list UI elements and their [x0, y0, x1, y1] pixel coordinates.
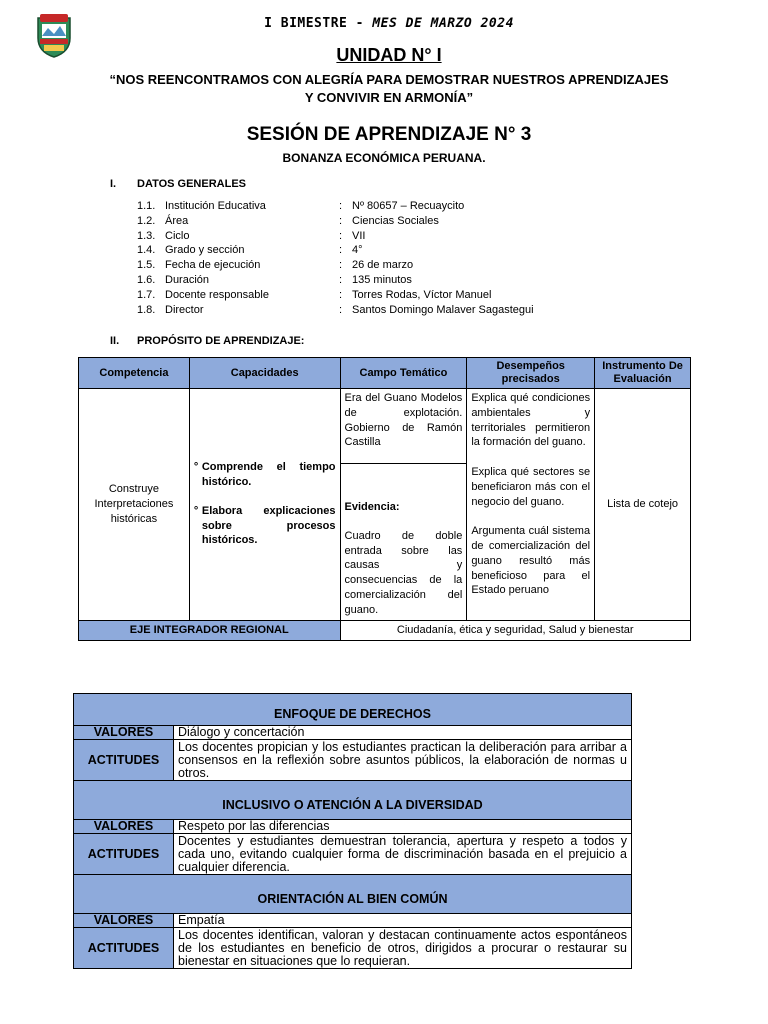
datos-row: 1.2. Área : Ciencias Sociales [137, 214, 439, 227]
valores-text: Diálogo y concertación [174, 726, 632, 740]
instrumento-cell: Lista de cotejo [595, 389, 691, 621]
actitudes-row [74, 928, 632, 969]
desempeno-item: Explica qué condiciones ambientales y territoriales permitieron la formación del guano. [471, 392, 591, 449]
enfoques-table [73, 693, 632, 969]
valores-text: Empatía [174, 914, 632, 928]
evidencia-cell [340, 464, 467, 621]
competencia-cell: Construye Interpretaciones históricas [79, 389, 190, 621]
campo-tematico-cell: Era del Guano Modelos de explotación. Gobierno de Ramón Castilla [340, 389, 467, 464]
valores-label: VALORES [74, 914, 174, 928]
datos-row: 1.6. Duración : 135 minutos [137, 273, 412, 286]
actitudes-label: ACTITUDES [74, 928, 174, 969]
evidencia-label: Evidencia: [344, 501, 400, 513]
header-desempenos: Desempeños precisados [467, 358, 595, 389]
sesion-title: SESIÓN DE APRENDIZAJE N° 3 [246, 124, 532, 145]
mes-text: MES DE MARZO 2024 [372, 16, 514, 31]
header-capacidades: Capacidades [189, 358, 340, 389]
header-competencia: Competencia [79, 358, 190, 389]
valores-row [74, 820, 632, 834]
header-instrumento: Instrumento De Evaluación [595, 358, 691, 389]
enfoque-header-row [74, 875, 632, 914]
valores-label: VALORES [74, 726, 174, 740]
datos-row: 1.5. Fecha de ejecución : 26 de marzo [137, 259, 414, 272]
section-datos-generales: I. DATOS GENERALES [110, 178, 246, 190]
enfoque-title: INCLUSIVO O ATENCIÓN A LA DIVERSIDAD [74, 781, 632, 820]
valores-text: Respeto por las diferencias [174, 820, 632, 834]
valores-label: VALORES [74, 820, 174, 834]
eje-integrador-label: EJE INTEGRADOR REGIONAL [79, 620, 341, 640]
eje-integrador-value: Ciudadanía, ética y seguridad, Salud y bienestar [340, 620, 690, 640]
unidad-lema: “NOS REENCONTRAMOS CON ALEGRÍA PARA DEMOSTRAR NUESTROS APRENDIZAJES Y CONVIVIR EN ARMONÍA” [109, 72, 669, 105]
datos-row: 1.4. Grado y sección : 4° [137, 244, 363, 257]
datos-generales-list [137, 199, 534, 317]
desempeno-item: Explica qué sectores se beneficiaron más con el negocio del guano. [471, 465, 591, 508]
enfoque-header-row [74, 781, 632, 820]
unidad-title: UNIDAD N° I [336, 45, 442, 65]
valores-row [74, 914, 632, 928]
datos-row: 1.7. Docente responsable : Torres Rodas, Víctor Manuel [137, 288, 492, 301]
header-campo-tematico: Campo Temático [340, 358, 467, 389]
proposito-header-row [79, 358, 691, 389]
actitudes-label: ACTITUDES [74, 740, 174, 781]
bimestre-line: I BIMESTRE - MES DE MARZO 2024 [264, 16, 514, 31]
evidencia-text: Cuadro de doble entrada sobre las causas y consecuencias de la comercialización del guano. [344, 529, 463, 616]
actitudes-text: Los docentes identifican, valoran y destacan continuamente actos espontáneos de los estudiantes en beneficio de otros, dirigidos a procurar o restaurar su bienestar en situaciones que lo requieran. [174, 928, 632, 969]
enfoque-title: ORIENTACIÓN AL BIEN COMÚN [74, 875, 632, 914]
enfoque-title: ENFOQUE DE DERECHOS [74, 694, 632, 726]
datos-row: 1.1. Institución Educativa : Nº 80657 – Recuaycito [137, 200, 465, 212]
capacidad-item: ° Elabora explicaciones sobre procesos históricos. [193, 504, 336, 547]
desempenos-cell [467, 389, 595, 621]
capacidad-item: ° Comprende el tiempo histórico. [193, 461, 336, 489]
actitudes-row [74, 740, 632, 781]
capacidades-cell [189, 389, 340, 621]
eje-integrador-row [79, 620, 691, 640]
proposito-row [79, 389, 691, 464]
actitudes-text: Docentes y estudiantes demuestran tolerancia, apertura y respeto a todos y cada uno, evitando cualquier forma de discriminación basada en el prejuicio a cualquier diferencia. [174, 834, 632, 875]
section-proposito: II. PROPÓSITO DE APRENDIZAJE: [110, 335, 305, 347]
datos-row: 1.8. Director : Santos Domingo Malaver Sagastegui [137, 303, 534, 316]
actitudes-row [74, 834, 632, 875]
datos-row: 1.3. Ciclo : VII [137, 229, 366, 242]
valores-row [74, 726, 632, 740]
enfoque-header-row [74, 694, 632, 726]
sesion-topic: BONANZA ECONÓMICA PERUANA. [282, 151, 486, 165]
proposito-table [78, 357, 691, 641]
desempeno-item: Argumenta cuál sistema de comercialización del guano resultó más beneficioso para el Estado peruano [471, 525, 591, 597]
actitudes-label: ACTITUDES [74, 834, 174, 875]
actitudes-text: Los docentes propician y los estudiantes practican la deliberación para arribar a consensos en la reflexión sobre asuntos públicos, la elaboración de normas u otros. [174, 740, 632, 781]
